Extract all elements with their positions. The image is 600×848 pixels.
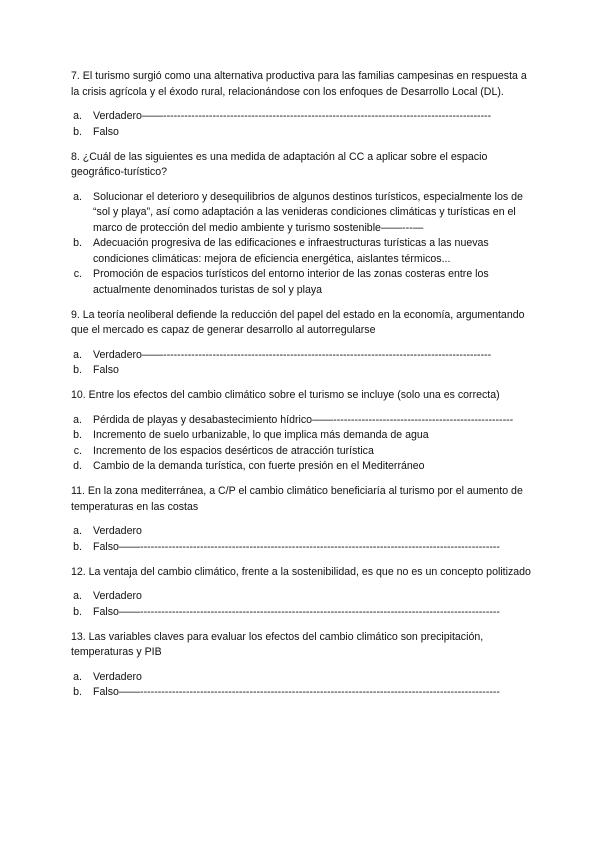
option-item [71, 267, 531, 298]
question-text: 12. La ventaja del cambio climático, frente a la sostenibilidad, es que no es un concepto politizado [71, 565, 531, 578]
option-list [71, 524, 531, 555]
option-list [71, 413, 531, 475]
option-item [71, 444, 531, 460]
question-9 [71, 308, 531, 379]
question-11 [71, 484, 531, 555]
question-8 [71, 150, 531, 299]
option-letter: c. [73, 268, 82, 280]
option-item [71, 363, 531, 379]
option-text: Pérdida de playas y desabastecimiento hídrico——--------------------------------------------------- [93, 413, 514, 426]
option-letter: d. [73, 460, 82, 472]
option-letter: c. [73, 444, 82, 457]
option-letter: b. [73, 605, 82, 618]
option-letter: a. [73, 413, 82, 426]
question-text: 11. En la zona mediterránea, a C/P el cambio climático beneficiaría al turismo por el aumento de temperaturas en las costas [71, 485, 523, 513]
question-text: 9. La teoría neoliberal defiende la reducción del papel del estado en la economía, argumentando que el mercado es capaz de generar desarrollo al autorregularse [71, 308, 525, 336]
option-letter: b. [73, 429, 82, 441]
option-text: Falso [93, 125, 119, 138]
option-item [71, 685, 531, 701]
option-text: Verdadero——--------------------------------------------------------------------------------------------- [93, 110, 492, 122]
option-text: Solucionar el deterioro y desequilibrios de algunos destinos turísticos, especialmente los de “sol y playa”, así como adaptación a las venideras condiciones climáticas y turísticas en el marco de protección del medio ambiente y turismo sostenible——---— [93, 190, 523, 234]
option-letter: b. [73, 237, 82, 249]
option-item [71, 459, 531, 475]
question-text: 13. Las variables claves para evaluar los efectos del cambio climático son precipitación, temperaturas y PIB [71, 630, 484, 658]
option-text: Promoción de espacios turísticos del entorno interior de las zonas costeras entre los actualmente denominados turistas de sol y playa [93, 268, 489, 296]
option-item [71, 413, 531, 429]
option-item [71, 109, 531, 125]
option-item [71, 190, 531, 237]
option-list [71, 348, 531, 379]
option-text: Falso——------------------------------------------------------------------------------------------------------ [93, 686, 500, 698]
option-text: Verdadero [93, 590, 142, 602]
question-list [71, 69, 531, 710]
option-letter: a. [73, 670, 82, 683]
option-list [71, 589, 531, 620]
option-item [71, 670, 531, 686]
option-letter: a. [73, 110, 82, 122]
option-text: Verdadero [93, 670, 142, 683]
option-letter: b. [73, 686, 82, 698]
option-text: Cambio de la demanda turística, con fuerte presión en el Mediterráneo [93, 460, 425, 472]
option-letter: b. [73, 125, 82, 138]
option-list [71, 670, 531, 701]
question-13 [71, 630, 531, 701]
option-list [71, 109, 531, 140]
option-item [71, 540, 531, 556]
option-item [71, 524, 531, 540]
option-text: Adecuación progresiva de las edificaciones e infraestructuras turísticas a las nuevas condiciones climáticas: mejora de eficiencia energética, aislantes térmicos... [93, 237, 489, 265]
option-letter: a. [73, 190, 82, 203]
option-item [71, 428, 531, 444]
option-item [71, 589, 531, 605]
question-text: 7. El turismo surgió como una alternativa productiva para las familias campesinas en respuesta a la crisis agrícola y el éxodo rural, relacionándose con los enfoques de Desarrollo Local (DL). [71, 70, 527, 98]
option-letter: b. [73, 540, 82, 553]
option-text: Verdadero [93, 525, 142, 537]
option-text: Falso [93, 364, 119, 376]
option-text: Incremento de suelo urbanizable, lo que implica más demanda de agua [93, 429, 429, 441]
option-text: Incremento de los espacios desérticos de atracción turística [93, 444, 374, 457]
option-letter: a. [73, 590, 82, 602]
option-text: Verdadero——--------------------------------------------------------------------------------------------- [93, 348, 492, 361]
option-text: Falso——------------------------------------------------------------------------------------------------------ [93, 605, 500, 618]
question-text: 10. Entre los efectos del cambio climático sobre el turismo se incluye (solo una es correcta) [71, 389, 500, 401]
option-letter: a. [73, 525, 82, 537]
option-list [71, 190, 531, 299]
question-10 [71, 388, 531, 475]
question-12 [71, 565, 531, 621]
option-letter: a. [73, 348, 82, 361]
question-text: 8. ¿Cuál de las siguientes es una medida de adaptación al CC a aplicar sobre el espacio geográfico-turístico? [71, 150, 488, 178]
option-item [71, 348, 531, 364]
option-text: Falso——------------------------------------------------------------------------------------------------------ [93, 540, 500, 553]
option-item [71, 236, 531, 267]
option-item [71, 605, 531, 621]
option-item [71, 125, 531, 141]
question-7 [71, 69, 531, 140]
option-letter: b. [73, 364, 82, 376]
